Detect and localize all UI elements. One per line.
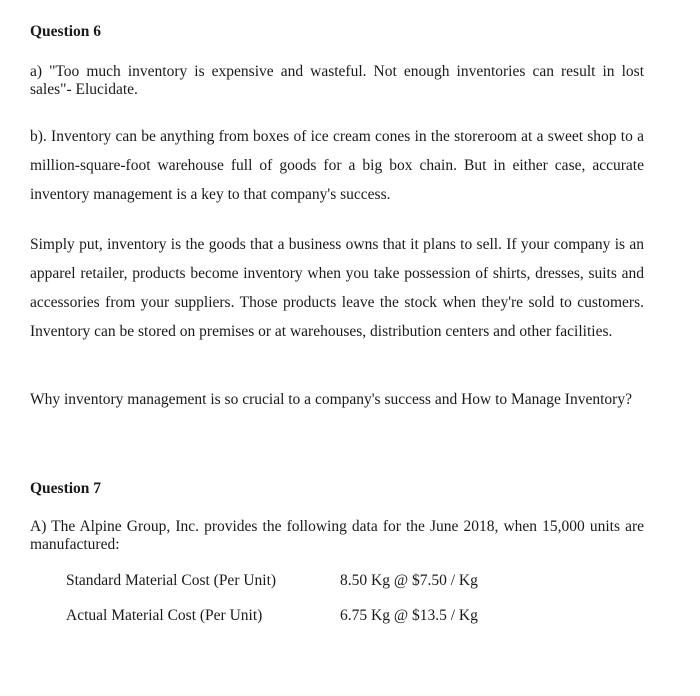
standard-material-cost-value: 8.50 Kg @ $7.50 / Kg bbox=[340, 572, 478, 589]
standard-material-cost-label: Standard Material Cost (Per Unit) bbox=[66, 572, 277, 589]
question-6-part-b: b). Inventory can be anything from boxes of ice cream cones in the storeroom at a sweet shop to a million-square-foot warehouse full of goods for a big box chain. But in either case, accurate inventory management is a key to that company's success. bbox=[30, 128, 644, 203]
actual-material-cost-label: Actual Material Cost (Per Unit) bbox=[66, 607, 263, 624]
question-6-paragraph-inventory: Simply put, inventory is the goods that a business owns that it plans to sell. If your company is an apparel retailer, products become inventory when you take possession of shirts, dresses, suits and accessories from your suppliers. Those products leave the stock when they're sold to customers. Inventory can be stored on premises or at warehouses, distribution centers and other facilities. bbox=[30, 236, 644, 340]
actual-material-cost-value: 6.75 Kg @ $13.5 / Kg bbox=[340, 607, 478, 624]
question-6-question: Why inventory management is so crucial to a company's success and How to Manage Inventory? bbox=[30, 391, 632, 408]
question-7-heading: Question 7 bbox=[30, 480, 102, 497]
question-6-heading: Question 6 bbox=[30, 23, 102, 40]
question-6-part-a: a) "Too much inventory is expensive and wasteful. Not enough inventories can result in lost sales"- Elucidate. bbox=[30, 63, 644, 98]
question-7-part-a: A) The Alpine Group, Inc. provides the following data for the June 2018, when 15,000 units are manufactured: bbox=[30, 518, 644, 553]
